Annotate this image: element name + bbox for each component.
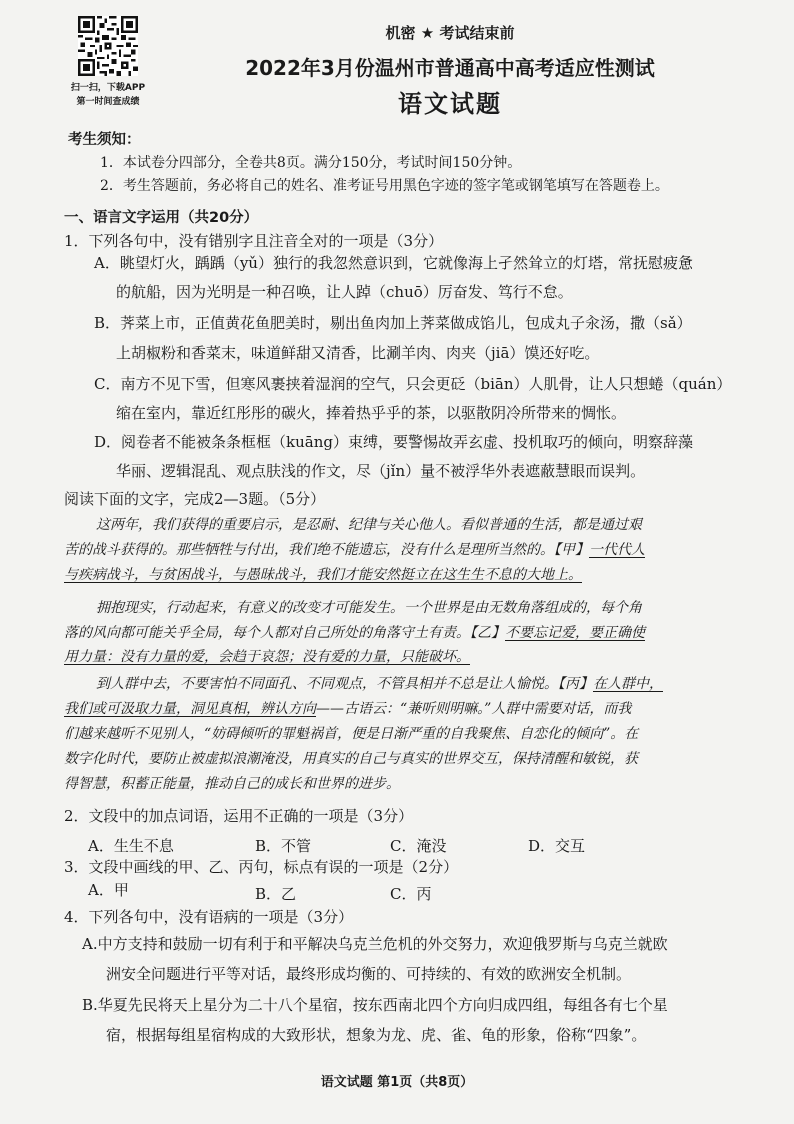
passage-p3-line1-text: 到人群中去，不要害怕不同面孔、不同观点，不管具相并不总是让人愉悦。【丙】: [96, 676, 593, 692]
qr-caption-results: 第一时间查成绩: [76, 97, 140, 107]
passage-p3-line2: [64, 698, 631, 718]
qr-code[interactable]: [78, 16, 138, 76]
q3-option-a: A．甲: [88, 881, 129, 899]
sentence-yi-start: 不要忘记爱，要正确使: [505, 625, 645, 641]
sentence-bing-end: 我们或可汲取力量，洞见真相，辨认方向: [64, 701, 316, 717]
passage-p3-line4: 数字化时代，要防止被虚拟浪潮淹没，用真实的自己与真实的世界交互，保持清醒和敏锐，获: [64, 751, 638, 767]
passage-p1-line1: 这两年，我们获得的重要启示，是忍耐、纪律与关心他人。看似普通的生活，都是通过艰: [96, 517, 642, 533]
notice-item-2: 2．考生答题前，务必将自己的姓名、准考证号用黑色字迹的签字笔或钢笔填写在答题卷上。: [100, 178, 669, 194]
q4-stem: 4．下列各句中，没有语病的一项是（3分）: [64, 908, 354, 926]
sentence-jia-end: 与疾病战斗，与贫困战斗，与愚昧战斗，我们才能安然挺立在这生生不息的大地上。: [64, 567, 582, 583]
q1-option-c-line2: 缩在室内，靠近红彤彤的碳火，捧着热乎乎的茶，以驱散阴冷所带来的惆怅。: [116, 404, 627, 422]
passage-p3-line3: 们越来越听不见别人，“妨碍倾听的罪魁祸首，便是日渐严重的自我聚焦、自恋化的倾向”。在: [64, 726, 639, 742]
q2-option-a: A．生生不息: [88, 837, 174, 855]
q1-option-b-line2: 上胡椒粉和香菜末，味道鲜甜又清香，比涮羊肉、肉夹（jiā）馍还好吃。: [116, 344, 600, 362]
page-footer: 语文试题 第1页（共8页）: [320, 1075, 474, 1090]
q3-stem: 3．文段中画线的甲、乙、丙句，标点有误的一项是（2分）: [64, 858, 459, 876]
q2-option-c: C．淹没: [390, 837, 447, 855]
q4-option-a-line2: 洲安全问题进行平等对话，最终形成均衡的、可持续的、有效的欧洲安全机制。: [106, 965, 632, 983]
q4-option-a-line1: A.中方支持和鼓励一切有利于和平解决乌克兰危机的外交努力，欢迎俄罗斯与乌克兰就欧: [82, 935, 668, 953]
q3-option-c: C．丙: [390, 885, 432, 903]
q1-option-d-line2: 华丽、逻辑混乱、观点肤浅的作文，尽（jǐn）量不被浮华外表遮蔽慧眼而误判。: [116, 462, 646, 480]
sentence-bing-start: 在人群中，: [593, 676, 663, 692]
reading-intro: 阅读下面的文字，完成2—3题。（5分）: [64, 490, 326, 508]
passage-p3-line5: 得智慧，积蓄正能量，推动自己的成长和世界的进步。: [64, 776, 400, 792]
sentence-yi-end: 用力量：没有力量的爱，会趋于哀怨；没有爱的力量，只能破坏。: [64, 649, 470, 665]
passage-p2-line2: [64, 622, 645, 642]
sentence-jia-start: 一代代人: [589, 542, 645, 558]
exam-title: 2022年3月份温州市普通高中高考适应性测试: [245, 56, 655, 80]
notice-heading: 考生须知：: [68, 132, 141, 148]
q1-option-b-line1: B．荠菜上市，正值黄花鱼肥美时，剔出鱼肉加上荠菜做成馅儿，包成丸子汆汤，撒（sǎ）: [94, 314, 692, 332]
q2-option-d: D．交互: [528, 837, 586, 855]
notice-item-1: 1．本试卷分四部分，全卷共8页。满分150分，考试时间150分钟。: [100, 155, 522, 171]
q3-option-b: B．乙: [255, 885, 297, 903]
passage-p2-line1: 拥抱现实，行动起来，有意义的改变才可能发生。一个世界是由无数角落组成的，每个角: [96, 600, 642, 616]
qr-caption-download: 扫一扫，下载APP: [70, 83, 146, 93]
q2-option-b: B．不管: [255, 837, 312, 855]
q1-option-a-line1: A．眺望灯火，踽踽（yǔ）独行的我忽然意识到，它就像海上孑然耸立的灯塔，常抚慰疲惫: [94, 254, 693, 272]
confidential-label: 机密 ★ 考试结束前: [385, 24, 515, 42]
q1-option-d-line1: D．阅卷者不能被条条框框（kuāng）束缚，要警惕故弄玄虚、投机取巧的倾向，明察辞藻: [94, 433, 693, 451]
passage-p3-line1: [96, 673, 663, 693]
subject-title: 语文试题: [398, 90, 502, 118]
passage-p3-line2-text: ——古语云：“兼听则明嘛。”人群中需要对话，而我: [316, 701, 632, 717]
q2-stem: 2．文段中的加点词语，运用不正确的一项是（3分）: [64, 807, 414, 825]
q4-option-b-line1: B.华夏先民将天上星分为二十八个星宿，按东西南北四个方向归成四组，每组各有七个星: [82, 996, 668, 1014]
section-heading: 一、语言文字运用（共20分）: [64, 210, 259, 226]
passage-p2-line2-text: 落的风向都可能关乎全局，每个人都对自己所处的角落守土有责。【乙】: [64, 625, 505, 641]
passage-p1-line2-text: 苦的战斗获得的。那些牺牲与付出，我们绝不能遗忘，没有什么是理所当然的。【甲】: [64, 542, 589, 558]
q4-option-b-line2: 宿，根据每组星宿构成的大致形状，想象为龙、虎、雀、龟的形象，俗称“四象”。: [106, 1026, 647, 1044]
q1-stem: 1．下列各句中，没有错别字且注音全对的一项是（3分）: [64, 232, 444, 250]
passage-p1-line2: [64, 539, 645, 559]
q1-option-a-line2: 的航船，因为光明是一种召唤，让人踔（chuō）厉奋发、笃行不怠。: [116, 283, 573, 301]
q1-option-c-line1: C．南方不见下雪，但寒风裹挟着湿润的空气，只会更砭（biān）人肌骨，让人只想蜷（quán）: [94, 375, 732, 393]
